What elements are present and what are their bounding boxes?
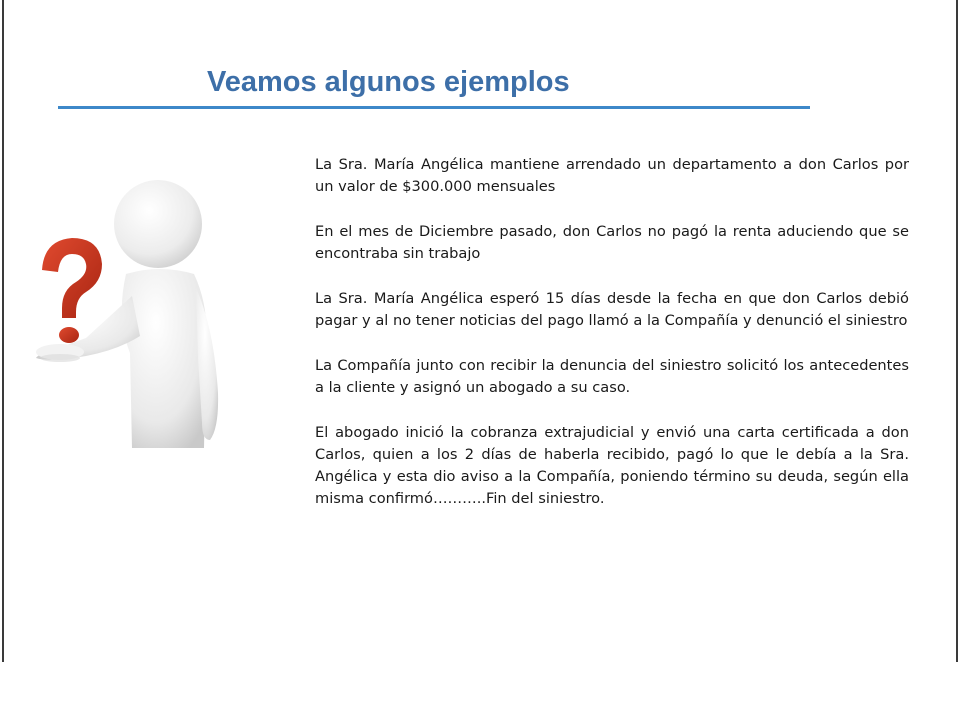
paragraph-3: La Sra. María Angélica esperó 15 días desde la fecha en que don Carlos debió pagar y al no tener noticias del pago llamó a la Compañía y denunció el siniestro xyxy=(315,290,909,329)
paragraph-1: La Sra. María Angélica mantiene arrendado un departamento a don Carlos por un valor de $300.000 mensuales xyxy=(315,156,909,195)
question-mark-icon xyxy=(42,238,102,343)
paragraph-2: En el mes de Diciembre pasado, don Carlos no pagó la renta aduciendo que se encontraba sin trabajo xyxy=(315,223,909,262)
slide-body xyxy=(315,154,909,510)
paragraph-4: La Compañía junto con recibir la denuncia del siniestro solicitó los antecedentes a la cliente y asignó un abogado a su caso. xyxy=(315,357,909,396)
slide-border-right xyxy=(956,0,958,662)
slide-title: Veamos algunos ejemplos xyxy=(207,66,570,98)
person-holding-question-mark-icon xyxy=(28,178,222,448)
paragraph-5: El abogado inició la cobranza extrajudicial y envió una carta certificada a don Carlos, quien a los 2 días de haberla recibido, pagó lo que le debía a la Sra. Angélica y esta dio aviso a la Compañía, poniendo término su deuda, según ella misma confirmó………..Fin del siniestro. xyxy=(315,424,909,507)
title-underline xyxy=(58,106,810,109)
slide-border-left xyxy=(2,0,4,662)
